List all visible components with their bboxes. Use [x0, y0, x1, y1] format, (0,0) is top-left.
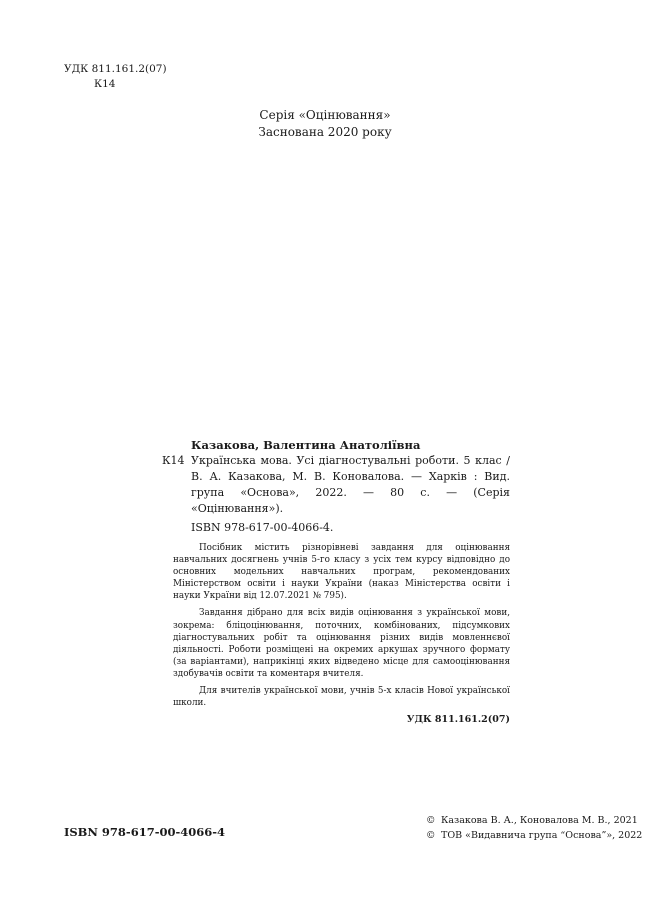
- copyright-icon: ©: [426, 830, 436, 841]
- copyright-line: [426, 813, 642, 828]
- copyright-icon: ©: [426, 815, 436, 826]
- udk-index: УДК 811.161.2(07): [64, 63, 167, 75]
- card-author-sign: К14: [162, 454, 185, 467]
- copyright-publisher: ТОВ «Видавнича група “Основа”», 2022: [441, 830, 643, 841]
- author-sign: К14: [94, 78, 116, 90]
- catalog-card: [162, 437, 510, 725]
- series-founded: Заснована 2020 року: [258, 125, 392, 139]
- card-isbn: ISBN 978-617-00-4066-4.: [191, 521, 334, 534]
- copyright-authors: Казакова В. А., Коновалова М. В., 2021: [441, 815, 638, 826]
- annotation-paragraph: Для вчителів української мови, учнів 5-х класів Нової української школи.: [173, 686, 510, 709]
- card-udk: УДК 811.161.2(07): [406, 714, 510, 726]
- udk-block: [64, 62, 167, 92]
- series-title: Серія «Оцінювання»: [259, 108, 391, 122]
- copyright-block: [426, 813, 642, 843]
- copyright-line: [426, 828, 642, 843]
- card-main-row: [162, 453, 510, 517]
- series-info: [0, 107, 650, 141]
- isbn-bottom: ISBN 978-617-00-4066-4: [64, 825, 226, 839]
- card-author: Казакова, Валентина Анатоліївна: [191, 438, 421, 452]
- card-annotation: [173, 542, 510, 709]
- card-bibliographic-text: Українська мова. Усі діагностувальні роботи. 5 клас / В. А. Казакова, М. В. Коновалова. — Харків : Вид. група «Основа», 2022. — 80 с. — (Серія «Оцінювання»).: [191, 454, 510, 515]
- annotation-paragraph: Посібник містить різнорівневі завдання для оцінювання навчальних досягнень учнів 5-го класу з усіх тем курсу відповідно до основних модельних навчальних програм, рекомендованих Міністерством освіти і науки України (наказ Міністерства освіти і науки України від 12.07.2021 № 795).: [173, 543, 510, 602]
- annotation-paragraph: Завдання дібрано для всіх видів оцінювання з української мови, зокрема: бліцоцінювання, поточних, комбінованих, підсумкових діагностувальних робіт та оцінювання різних видів мовленнєвої діяльності. Роботи розміщені на окремих аркушах зручного формату (за варіантами), наприкінці яких відведено місце для самооцінювання здобувачів освіти та коментаря вчителя.: [173, 608, 510, 679]
